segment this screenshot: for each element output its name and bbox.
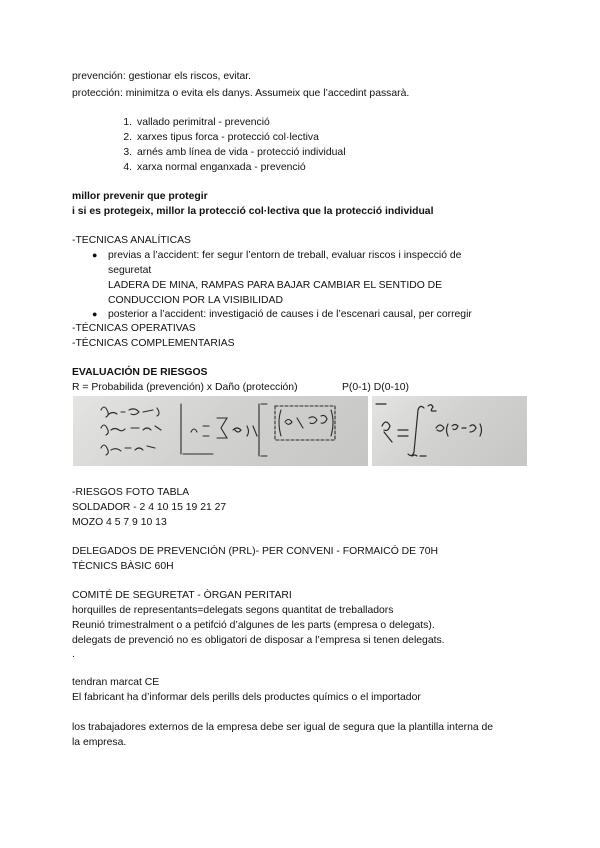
whiteboard-photo-integral: [372, 396, 527, 466]
bullet-previas-line2: seguretat: [108, 265, 152, 276]
tecnicas-operativas-heading: -TÉCNICAS OPERATIVAS: [72, 323, 196, 334]
marcat-line2: El fabricant ha d’informar dels perills dels productes químics o el importador: [72, 692, 421, 703]
comite-line2: Reunió trimestralment o a petifció d’algunes de les parts (empresa o delegats).: [72, 620, 435, 631]
bullet-previas-line3: LADERA DE MINA, RAMPAS PARA BAJAR CAMBIAR EL SENTIDO DE: [108, 280, 443, 291]
whiteboard-photo-formulas: [73, 396, 368, 466]
comite-title: COMITÉ DE SEGURETAT - ÒRGAN PERITARI: [72, 590, 292, 601]
bullet-icon: ●: [92, 250, 98, 260]
list-text: xarxes tipus forca - protecció col·lectiva: [137, 132, 319, 143]
risk-ranges: P(0-1) D(0-10): [342, 382, 409, 393]
list-number: 3.: [123, 147, 132, 158]
bold-note-prevenir: millor prevenir que protegir: [72, 191, 208, 202]
marcat-line1: tendran marcat CE: [72, 677, 160, 688]
riesgos-mozo: MOZO 4 5 7 9 10 13: [72, 517, 167, 528]
externos-line1: los trabajadores externos de la empresa debe ser igual de segura que la plantilla interna de: [72, 722, 494, 733]
list-number: 2.: [123, 132, 132, 143]
delegados-line2: TÈCNICS BÀSIC 60H: [72, 561, 174, 572]
tecnicas-complementarias-heading: -TÉCNICAS COMPLEMENTARIAS: [72, 338, 235, 349]
bullet-previas-line4: CONDUCCION POR LA VISIBILIDAD: [108, 295, 283, 306]
bullet-posterior: posterior a l’accident: investigació de causes i de l’escenari causal, per corregir: [108, 309, 472, 320]
integral-sketch: [372, 396, 527, 466]
bullet-icon: ●: [92, 309, 98, 319]
evaluacion-heading: EVALUACIÓN DE RIESGOS: [72, 367, 208, 378]
list-number: 4.: [123, 162, 132, 173]
handwriting-sketch: [73, 396, 368, 466]
risk-formula: R = Probabilida (prevención) x Daño (protección): [72, 382, 298, 393]
comite-line3: delegats de prevenció no es obligatori de disposar a l’empresa si tenen delegats.: [72, 635, 445, 646]
list-text: arnés amb línea de vida - protecció individual: [137, 147, 346, 158]
list-number: 1.: [123, 117, 132, 128]
delegados-line1: DELEGADOS DE PREVENCIÓN (PRL)- PER CONVENI - FORMAICÓ DE 70H: [72, 546, 439, 557]
riesgos-soldador: SOLDADOR - 2 4 10 15 19 21 27: [72, 502, 227, 513]
comite-line1: horquilles de representants=delegats segons quantitat de treballadors: [72, 605, 394, 616]
bold-note-proteccio: i si es protegeix, millor la protecció col·lectiva que la protecció individual: [72, 206, 434, 217]
bullet-previas-line1: previas a l’accident: fer segur l’entorn de treball, evaluar riscos i inspecció de: [108, 250, 462, 261]
comite-dot: .: [72, 649, 75, 660]
list-text: vallado perimitral - prevenció: [137, 117, 270, 128]
prevencion-definition: prevención: gestionar els riscos, evitar.: [72, 71, 252, 82]
list-text: xarxa normal enganxada - prevenció: [137, 162, 306, 173]
tecnicas-analiticas-heading: -TECNICAS ANALÍTICAS: [72, 235, 191, 246]
externos-line2: la empresa.: [72, 737, 127, 748]
riesgos-foto-title: -RIESGOS FOTO TABLA: [72, 487, 190, 498]
proteccion-definition: protección: minimitza o evita els danys. Assumeix que l’accedint passarà.: [72, 88, 410, 99]
